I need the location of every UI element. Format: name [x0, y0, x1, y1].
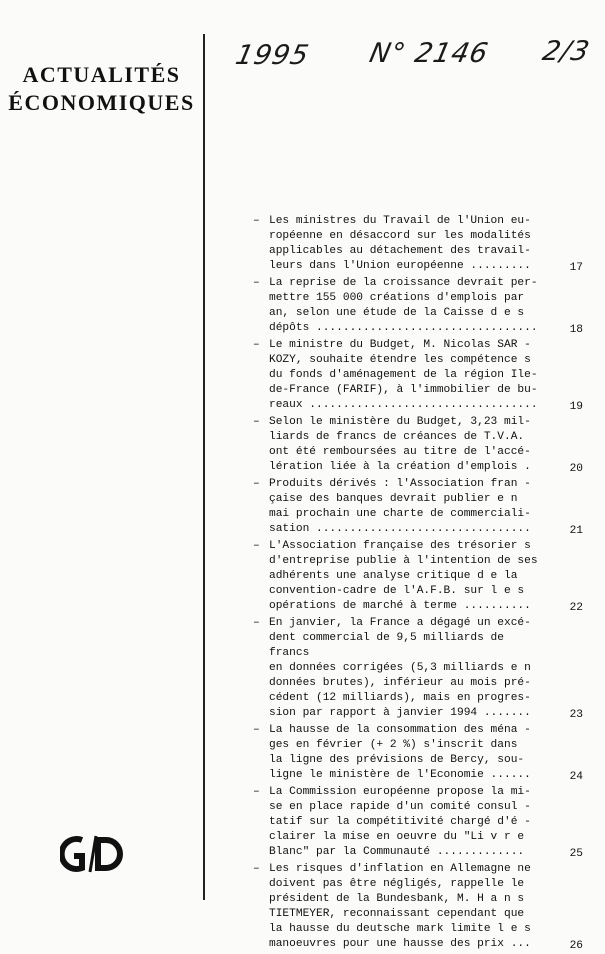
toc-entry-text: Le ministre du Budget, M. Nicolas SAR - KOZY, souhaite étendre les compétence s du fonds d'aménagement de la région Ile- de-France (FARIF), à l'immobilier de bu- reaux ..................................: [269, 339, 538, 411]
toc-page-number: 20: [569, 463, 583, 475]
toc-page-number: 18: [569, 324, 583, 336]
toc-page-number: 17: [569, 262, 583, 274]
toc-entry: [253, 214, 593, 274]
toc-entry-text: Les risques d'inflation en Allemagne ne doivent pas être négligés, rappelle le président de la Bundesbank, M. H a n s TIETMEYER, reconnaissant cependant que la hausse du deutsche mark limite l e s manoeuvres pour une hausse des prix ...: [269, 863, 531, 950]
toc-entry-text: Selon le ministère du Budget, 3,23 mil- liards de francs de créances de T.V.A. ont été remboursées au titre de l'accé- lération liée à la création d'emplois .: [269, 416, 531, 473]
toc-entry-text: Les ministres du Travail de l'Union eu- ropéenne en désaccord sur les modalités applicables au détachement des travail- leurs dans l'Union européenne .........: [269, 215, 531, 272]
toc-dash: –: [253, 786, 260, 798]
vertical-divider: [203, 34, 205, 900]
toc-entry-text: La hausse de la consommation des ména - ges en février (+ 2 %) s'inscrit dans la ligne des prévisions de Bercy, sou- ligne le ministère de l'Economie ......: [269, 724, 531, 781]
handwritten-page-fraction: 2/3: [539, 36, 593, 67]
toc-page-number: 25: [569, 848, 583, 860]
toc-dash: –: [253, 724, 260, 736]
toc-dash: –: [253, 416, 260, 428]
toc-page-number: 22: [569, 602, 583, 614]
gd-logo-icon: [60, 832, 124, 881]
toc-page-number: 21: [569, 525, 583, 537]
toc-page-number: 19: [569, 401, 583, 413]
toc-entry: [253, 539, 593, 614]
toc-entry-text: En janvier, la France a dégagé un excé- dent commercial de 9,5 milliards de francs en données corrigées (5,3 milliards e n données brutes), inférieur au mois pré- cédent (12 milliards), mais en progres- sion par rapport à janvier 1994 .......: [269, 617, 531, 719]
toc-entry: [253, 338, 593, 413]
toc-entry-text: Produits dérivés : l'Association fran - çaise des banques devrait publier e n mai prochain une charte de commerciali- sation ................................: [269, 478, 531, 535]
toc-dash: –: [253, 540, 260, 552]
gd-logo-graphic: [60, 832, 124, 876]
publication-title-line1: ACTUALITÉS: [22, 62, 181, 87]
toc-entry: [253, 785, 593, 860]
toc-dash: –: [253, 339, 260, 351]
toc-entry: [253, 477, 593, 537]
toc-entry: [253, 415, 593, 475]
toc-dash: –: [253, 215, 260, 227]
toc-dash: –: [253, 617, 260, 629]
toc-entry: [253, 723, 593, 783]
toc-entry-text: La Commission européenne propose la mi- se en place rapide d'un comité consul - tatif sur la compétitivité chargé d'é - clairer la mise en oeuvre du "Li v r e Blanc" par la Communauté .............: [269, 786, 531, 858]
publication-title-line2: ÉCONOMIQUES: [8, 90, 195, 115]
toc-entry-text: La reprise de la croissance devrait per- mettre 155 000 créations d'emplois par an, selon une étude de la Caisse d e s dépôts .................................: [269, 277, 538, 334]
toc-dash: –: [253, 478, 260, 490]
handwritten-year: 1995: [232, 40, 313, 71]
toc-entry: [253, 862, 593, 952]
toc-entry: [253, 616, 593, 721]
toc-page-number: 26: [569, 940, 583, 952]
toc-page-number: 24: [569, 771, 583, 783]
table-of-contents: [253, 214, 593, 952]
toc-dash: –: [253, 863, 260, 875]
toc-entry-text: L'Association française des trésorier s d'entreprise publie à l'intention de ses adhérents une analyse critique d e la convention-cadre de l'A.F.B. sur l e s opérations de marché à terme ..........: [269, 540, 538, 612]
toc-dash: –: [253, 277, 260, 289]
toc-page-number: 23: [569, 709, 583, 721]
handwritten-issue-number: N° 2146: [366, 38, 492, 69]
toc-entry: [253, 276, 593, 336]
